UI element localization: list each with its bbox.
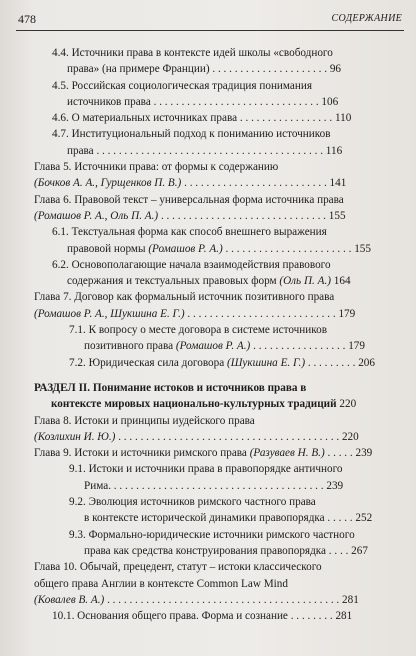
toc-entry-title: 6.2. Основополагающие начала взаимодействия правового	[52, 258, 331, 271]
toc-entry	[34, 224, 392, 257]
toc-page-number: 116	[325, 144, 343, 157]
toc-entry-author: (Шукшина Е. Г.)	[227, 356, 306, 369]
toc-entry-continuation	[34, 208, 392, 224]
toc-entry-continuation	[69, 338, 392, 354]
toc-entry-title: 4.6. О материальных источниках права	[52, 112, 238, 125]
running-title: СОДЕРЖАНИЕ	[331, 13, 402, 24]
toc-leader-dots: . . . . . . . . . . . . . . . . . . . . .	[209, 63, 330, 76]
toc-entry-title-cont: правовой нормы	[67, 242, 149, 255]
toc-entry-title: 9.2. Эволюция источников римского частного права	[69, 496, 316, 509]
toc-page-number: 96	[329, 63, 342, 76]
toc-entry-continuation	[52, 94, 392, 110]
toc-entry-author: (Козлихин И. Ю.)	[34, 430, 116, 443]
toc-entry-title-cont: содержания и текстуальных правовых форм	[67, 275, 280, 288]
toc-entry-author: (Ромашов Р. А.)	[175, 340, 251, 353]
toc-page-number: 252	[355, 512, 373, 525]
toc-leader-dots: . . . . . . . .	[287, 610, 336, 623]
toc-page-number: 106	[321, 95, 339, 108]
toc-entry	[34, 257, 392, 290]
toc-entry-title-cont: позитивного права	[84, 340, 176, 353]
table-of-contents	[34, 45, 392, 624]
toc-entry-author: (Ковалев В. А.)	[34, 593, 105, 606]
toc-entry-title-cont: Рима	[84, 479, 109, 492]
toc-entry	[34, 527, 392, 560]
toc-leader-dots: . . . . . . . . . . . . . . . . . . . . . . . . . . .	[184, 307, 339, 320]
toc-entry-continuation	[34, 306, 392, 322]
toc-entry	[34, 413, 392, 446]
toc-entry	[34, 159, 392, 192]
toc-entry-author: (Ромашов Р. А., Шукшина Е. Г.)	[34, 307, 185, 320]
toc-entry-continuation	[34, 592, 392, 608]
toc-leader-dots: . . . . . . . . . . . . . . . . . . . . . . . . . . . . . .	[158, 209, 329, 222]
toc-entry-title: Глава 10. Обычай, прецедент, статут – истоки классического	[34, 561, 322, 574]
toc-page-number: 110	[334, 112, 352, 125]
toc-entry-title: 9.1. Истоки и источники права в правопорядке античного	[69, 463, 343, 476]
toc-leader-dots: . . . . . . . . . . . . . . . . .	[250, 340, 349, 353]
toc-entry	[34, 445, 392, 461]
page-header	[16, 12, 404, 31]
toc-entry	[34, 78, 392, 111]
toc-entry-title-cont: общего права Англии в контексте Common Law Mind	[34, 577, 288, 590]
toc-leader-dots: . . . . .	[324, 512, 356, 525]
toc-entry-author: (Разуваев Н. В.)	[249, 447, 325, 460]
toc-entry-continuation	[34, 576, 392, 592]
toc-entry-title-cont: права	[67, 144, 94, 157]
toc-entry-continuation	[52, 143, 392, 159]
toc-page-number: 281	[335, 610, 353, 623]
toc-entry	[34, 110, 392, 126]
toc-entry-author: (Ромашов Р. А., Оль П. А.)	[34, 209, 159, 222]
toc-entry	[34, 355, 392, 371]
toc-page-number: 267	[351, 544, 368, 557]
toc-entry	[34, 289, 392, 322]
toc-entry-title-cont: права» (на примере Франции)	[67, 63, 210, 76]
toc-page-number: 179	[348, 340, 365, 353]
toc-entry-continuation	[69, 478, 392, 494]
toc-page-number: 155	[354, 242, 371, 255]
toc-entry-title: 4.7. Институциональный подход к пониманию источников	[52, 128, 331, 141]
toc-entry-continuation	[52, 273, 392, 289]
toc-leader-dots: . . . . . . . . . . . . . . . . . . . . . . . . . . . . . . . . . . . . . . . . .	[93, 144, 326, 157]
toc-leader-dots: . . . . . . . . . . . . . . . . . . . . . . . . . . . . . .	[150, 95, 322, 108]
toc-entry-continuation	[34, 429, 392, 445]
toc-entry-title: 7.1. К вопросу о месте договора в системе источников	[69, 324, 328, 337]
toc-page-number: 239	[355, 447, 373, 460]
toc-entry-continuation	[69, 543, 392, 559]
toc-entry	[34, 592, 392, 608]
page-number: 478	[18, 12, 36, 26]
toc-entry	[34, 461, 392, 494]
toc-entry-continuation	[34, 396, 392, 412]
toc-entry-continuation	[52, 241, 392, 257]
toc-entry-title: 4.5. Российская социологическая традиция понимания	[52, 79, 313, 92]
toc-leader-dots: . . . . . . . . . . . . . . . . . . . . . . .	[222, 242, 355, 255]
toc-page-number: 155	[328, 209, 346, 222]
toc-page-number: 220	[339, 398, 357, 411]
toc-entry-title-cont: контекстe мировых национально-культурных традиций	[51, 398, 337, 411]
toc-leader-dots: . . . . . . . . . . . . . . . . . . . . . . . . . . . . . . . . . . . . . . . . . .	[104, 593, 342, 606]
toc-entry-title: Глава 9. Истоки и источники римского права	[34, 447, 250, 460]
toc-entry-title: 7.2. Юридическая сила договора	[69, 356, 227, 369]
toc-entry	[34, 192, 392, 225]
toc-entry-title: Глава 8. Истоки и принципы иудейского права	[34, 414, 255, 427]
toc-page-number: 164	[333, 275, 351, 288]
toc-entry-title: 10.1. Основания общего права. Форма и сознание	[52, 610, 288, 623]
toc-entry	[34, 322, 392, 355]
toc-entry-title-cont: источников права	[67, 95, 151, 108]
toc-entry-continuation	[34, 175, 392, 191]
toc-section	[34, 380, 392, 413]
toc-entry-title: 9.3. Формально-юридические источники римского частного	[69, 528, 355, 541]
toc-entry-title-cont: права как средства конструирования правопорядка	[84, 544, 326, 557]
toc-entry-title: Глава 5. Источники права: от формы к содержанию	[34, 161, 279, 174]
toc-entry	[34, 559, 392, 592]
toc-entry	[34, 608, 392, 624]
toc-leader-dots: . . . . . . . . . . . . . . . . . . . . . . . . . .	[181, 177, 330, 190]
toc-entry-title: Глава 6. Правовой текст – универсальная форма источника права	[34, 193, 344, 206]
toc-page-number: 206	[358, 356, 375, 369]
toc-leader-dots: . . . . . . . . . . . . . . . . .	[237, 112, 335, 125]
toc-entry-title: 4.4. Источники права в контексте идей школы «свободного	[52, 47, 333, 59]
toc-entry	[34, 494, 392, 527]
toc-page-number: 141	[329, 177, 347, 190]
toc-leader-dots: . . . . . . . . .	[305, 356, 359, 369]
toc-entry-title-cont: в контексте исторической динамики правопорядка	[84, 512, 325, 525]
toc-page-number: 239	[326, 479, 344, 492]
toc-entry-author: (Бочков А. А., Гурщенков П. В.)	[34, 177, 182, 190]
toc-entry-continuation	[69, 510, 392, 526]
toc-leader-dots: . . . . .	[324, 447, 356, 460]
toc-entry-title: 6.1. Текстуальная форма как способ внешнего выражения	[52, 226, 327, 239]
toc-entry-author: (Ромашов Р. А.)	[148, 242, 223, 255]
toc-entry-title: РАЗДЕЛ II. Понимание истоков и источников права в	[34, 381, 307, 394]
toc-entry-title: Глава 7. Договор как формальный источник позитивного права	[34, 291, 335, 304]
toc-entry	[34, 45, 392, 78]
toc-entry-author: (Оль П. А.)	[279, 275, 331, 288]
toc-page-number: 281	[342, 593, 359, 606]
toc-leader-dots: . . . .	[326, 544, 352, 557]
toc-entry	[34, 126, 392, 159]
toc-leader-dots: . . . . . . . . . . . . . . . . . . . . . . . . . . . . . . . . . . . . . . .	[108, 479, 327, 492]
toc-leader-dots: . . . . . . . . . . . . . . . . . . . . . . . . . . . . . . . . . . . . . . . .	[115, 430, 342, 443]
toc-entry-continuation	[52, 61, 392, 77]
toc-page-number: 179	[338, 307, 356, 320]
toc-page-number: 220	[341, 430, 359, 443]
